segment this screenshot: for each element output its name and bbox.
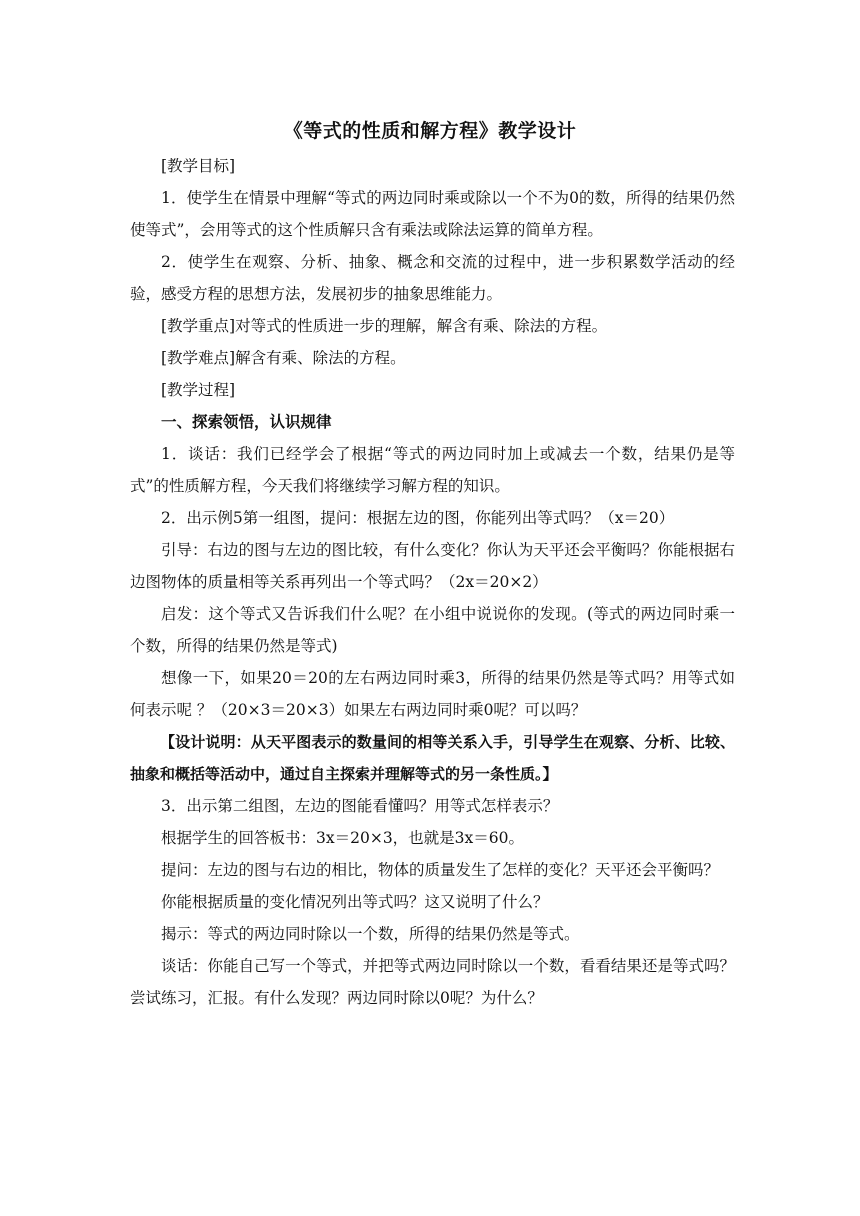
step-2-imagine: 想像一下，如果20＝20的左右两边同时乘3，所得的结果仍然是等式吗？用等式如何表示呢 ？（20×3＝20×3）如果左右两边同时乘0呢？可以吗？ [130,669,735,719]
difficult-point: [教学难点]解含有乘、除法的方程。 [161,349,406,367]
design-note: 【设计说明：从天平图表示的数量间的相等关系入手，引导学生在观察、分析、比较、抽象和概括等活动中，通过自主探索并理解等式的另一条性质。】 [130,733,735,783]
step-2-guide: 引导：右边的图与左边的图比较，有什么变化？你认为天平还会平衡吗？你能根据右边图物体的质量相等关系再列出一个等式吗？（2x＝20×2） [130,541,735,591]
section-label-objectives: [教学目标] [161,157,236,175]
objective-1: 1．使学生在情景中理解“等式的两边同时乘或除以一个不为0的数，所得的结果仍然使等式”，会用等式的这个性质解只含有乘法或除法运算的简单方程。 [130,189,735,239]
step-3-question: 提问：左边的图与右边的相比，物体的质量发生了怎样的变化？天平还会平衡吗？ [161,861,720,879]
step-1-talk: 1．谈话：我们已经学会了根据“等式的两边同时加上或减去一个数，结果仍是等式”的性质解方程，今天我们将继续学习解方程的知识。 [130,445,735,495]
step-3-show: 3．出示第二组图，左边的图能看懂吗？用等式怎样表示？ [161,797,559,815]
section-label-process: [教学过程] [161,381,236,399]
step-3-reveal: 揭示：等式的两边同时除以一个数，所得的结果仍然是等式。 [161,925,580,943]
step-3-board: 根据学生的回答板书：3x＝20×3，也就是3x＝60。 [161,829,525,847]
step-3-talk: 谈话：你能自己写一个等式，并把等式两边同时除以一个数，看看结果还是等式吗？尝试练习，汇报。有什么发现？两边同时除以0呢？为什么？ [130,957,735,1007]
step-2-inspire: 启发：这个等式又告诉我们什么呢？在小组中说说你的发现。(等式的两边同时乘一个数，所得的结果仍然是等式) [130,605,735,655]
objective-2: 2．使学生在观察、分析、抽象、概念和交流的过程中，进一步积累数学活动的经验，感受方程的思想方法，发展初步的抽象思维能力。 [130,253,735,303]
step-2-show: 2．出示例5第一组图，提问：根据左边的图，你能列出等式吗？（x＝20） [161,509,675,527]
document-body [130,150,735,1014]
part-heading-1: 一、探索领悟，认识规律 [161,413,332,431]
key-point: [教学重点]对等式的性质进一步的理解，解含有乘、除法的方程。 [161,317,608,335]
step-3-equation: 你能根据质量的变化情况列出等式吗？这又说明了什么？ [161,893,549,911]
document-title: 《等式的性质和解方程》教学设计 [283,120,577,142]
